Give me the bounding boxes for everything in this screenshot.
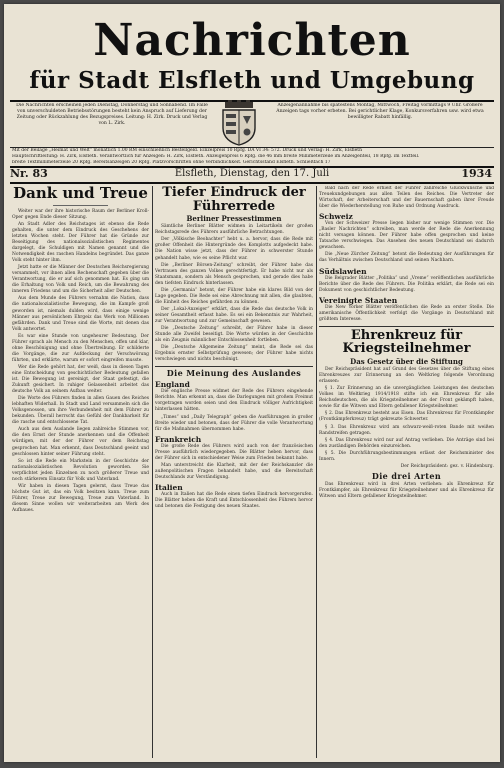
article-paragraph: Sämtliche Berliner Blätter widmen in Leitartikeln der großen Reichstagsrede des Führers ausführliche Betrachtungen. bbox=[155, 224, 313, 236]
country-heading-frankreich: Frankreich bbox=[155, 434, 202, 444]
article-paragraph: Auch aus dem Auslande liegen zahlreiche Stimmen vor, die den Ernst der Stunde anerkennen und die Offenheit würdigen, mit der der Führer vor dem Reichstag gesprochen hat. Man erkennt, dass Deutschland geeint und geschlossen hinter seiner Führung steht. bbox=[12, 427, 149, 457]
article-paragraph: Die große Rede des Führers wird auch von der französischen Presse ausführlich wiedergegeben. Die Blätter heben hervor, dass der Führer sich in entschiedener Weise zum Frieden bekannt habe. bbox=[155, 443, 313, 461]
article-paragraph: Jetzt hatte er die Männer der Deutschen Reichsregierung versammelt, vor ihnen allen Rechenschaft gegeben über die Verantwortung, die er auf sich genommen hat. Es ging um die Erhaltung von Volk und Reich, um die Bewahrung des inneren Friedens und um die Sicherheit aller Deutschen. bbox=[12, 265, 149, 295]
article-paragraph: § 1. Zur Erinnerung an die unvergänglichen Leistungen des deutschen Volkes im Weltkrieg 1914/1918 stifte ich ein Ehrenkreuz für alle Reichsdeutschen, die als Kriegsteilnehmer an der Front gekämpft haben, sowie für die Witwen und Eltern gefallener Kriegsteilnehmer. bbox=[319, 386, 494, 410]
country-heading-suedslawien: Südslawien bbox=[319, 266, 367, 276]
newspaper-page bbox=[4, 4, 500, 762]
country-heading-schweiz: Schweiz bbox=[319, 212, 353, 222]
subscription-info-line2: Hauptschriftleitung: H. Zirk, Elsfleth. Verantwortlich für Anzeigen: H. Zirk, Elsfleth. Anzeigenpreis 6 Rpfg. die 46 mm breite Millimeterzeile im Anzeigenteil, 18 Rpfg. im Textteil. bbox=[12, 154, 420, 159]
article-paragraph: Die „Berliner Börsen-Zeitung“ schreibt, der Führer habe das Vertrauen des ganzen Volkes gerechtfertigt. Er habe nicht nur als Staatsmann, sondern als Mensch gesprochen, und gerade dies habe den tiefsten Eindruck hinterlassen. bbox=[155, 262, 313, 286]
headline-rule bbox=[53, 205, 108, 206]
issue-year: 1934 bbox=[461, 167, 492, 180]
article-paragraph: Es war eine Stunde von ungeheurer Bedeutung. Der Führer sprach als Mensch zu den Menschen, offen und klar, ohne Beschönigung und ohne Übertreibung. Er schilderte die Vorgänge, die zur Aufdeckung der Verschwörung führten, und erklärte, warum er sofort eingreifen musste. bbox=[12, 333, 149, 363]
publication-info: Die Nachrichten erscheinen jeden Dienstag, Donnerstag und Sonnabend. Im Falle von unverschuldeten Betriebsstörungen besteht kein Anspruch auf Lieferung der Zeitung oder Rückzahlung des Bezugspreises. Leitung: H. Zirk. Druck und Verlag von L. Zirk. bbox=[16, 103, 208, 126]
country-heading-england: England bbox=[155, 380, 190, 390]
column-divider-2 bbox=[316, 186, 317, 758]
dateline-rule-bottom bbox=[10, 182, 494, 184]
column-1 bbox=[12, 186, 149, 760]
article-paragraph: Die „Neue Zürcher Zeitung“ betont die Bedeutung der Ausführungen für das Verhältnis zwischen Deutschland und seinen Nachbarn. bbox=[319, 252, 494, 264]
section-rule bbox=[319, 326, 494, 327]
article-headline: Tiefer Eindruck der Führerrede bbox=[162, 186, 306, 214]
article-paragraph: So ist die Rede ein Markstein in der Geschichte der nationalsozialistischen Revolution geworden. Sie verpflichtet jeden Einzelnen zu noch größerer Treue und noch stärkerem Einsatz für Volk und Vaterland. bbox=[12, 458, 149, 482]
section-heading: Die drei Arten bbox=[371, 470, 442, 481]
section-rule bbox=[155, 366, 313, 367]
article-paragraph: Die „Deutsche Allgemeine Zeitung“ meint, die Rede sei das Ergebnis ernster Selbstprüfung gewesen; der Führer habe nichts verschwiegen und nichts beschönigt. bbox=[155, 345, 313, 363]
issue-number: Nr. 83 bbox=[10, 167, 48, 180]
article-paragraph: Man unterstreicht die Klarheit, mit der der Reichskanzler die außenpolitischen Fragen behandelt habe, und die Bereitschaft Deutschlands zur Verständigung. bbox=[155, 462, 313, 480]
article-paragraph: Weiter war der ihre historische Raum der Berliner Kroll-Oper gegen Ende dieser Sitzung. bbox=[12, 208, 149, 220]
article-paragraph: Der Reichspräsident hat auf Grund des Gesetzes über die Stiftung eines Ehrenkreuzes zur Erinnerung an den Weltkrieg folgende Verordnung erlassen: bbox=[319, 367, 494, 385]
column-3 bbox=[319, 186, 494, 760]
article-headline: Ehrenkreuz für Kriegsteilnehmer bbox=[342, 327, 471, 357]
column-divider-1 bbox=[152, 186, 153, 758]
coat-of-arms-icon bbox=[217, 100, 261, 146]
article-paragraph: Auch in Italien hat die Rede einen tiefen Eindruck hervorgerufen. Die Blätter heben die Kraft und Entschlossenheit des Führers hervor und betonen die Festigung des neuen Staates. bbox=[155, 491, 313, 510]
article-paragraph: Der „Lokal-Anzeiger“ erklärt, dass die Rede das deutsche Volk in seiner Gesamtheit erfasst habe. Es sei ein Bekenntnis zur Wahrheit, zur Verantwortung und zur Gemeinschaft gewesen. bbox=[155, 306, 313, 324]
article-paragraph: § 3. Das Ehrenkreuz wird am schwarz-weiß-roten Bande mit weißen Randstreifen getragen. bbox=[319, 424, 494, 436]
article-subheadline: Das Gesetz über die Stiftung bbox=[350, 357, 463, 367]
section-heading: Die Meinung des Auslandes bbox=[166, 368, 302, 379]
article-paragraph: Wer die Rede gehört hat, der weiß, dass in diesen Tagen eine Entscheidung von geschichtlicher Bedeutung gefallen ist. Die Bewegung ist gereinigt, der Staat gefestigt, die Zukunft gesichert. In ruhiger Gelassenheit arbeitet das deutsche Volk an seinem Aufbau weiter. bbox=[12, 364, 149, 395]
article-subheadline: Berliner Pressestimmen bbox=[186, 214, 282, 224]
subscription-info-line1: Mit der Beilage „Heimat und Welt“ monatlich 1.00 RM einschließlich Bestellgeld. Einzelpreis 10 Rpfg. DA VI 34: 572. Druck und Verlag: H. Zirk, Elsfleth bbox=[12, 148, 363, 153]
article-paragraph: Der „Völkische Beobachter“ hebt u. a. hervor, dass die Rede mit großer Offenheit die Hintergründe des Komplotts aufgedeckt habe. Die Nation wisse jetzt, dass der Führer in schwerster Stunde gehandelt habe, wie es seine Pflicht war. bbox=[155, 237, 313, 261]
article-paragraph: Die Belgrader Blätter „Politika“ und „Vreme“ veröffentlichen ausführliche Berichte über die Rede des Führers. Die Politika erklärt, die Rede sei ein Dokument von geschichtlicher Bedeutung. bbox=[319, 275, 494, 293]
article-paragraph: Aus dem Munde des Führers vernahm die Nation, dass die nationalsozialistische Bewegung, die im Kampfe groß geworden ist, niemals dulden wird, dass einige wenige Männer aus persönlichem Ehrgeiz das Werk von Millionen gefährden. Dank und Treue sind die Worte, mit denen das Volk antwortet. bbox=[12, 296, 149, 332]
subscription-info-line3: breite Textmillimeterzeile 20 Rpfg. Bereitsanzeigen 20 Rpfg. Platzvorschriften ohne Verbindlichkeit. Gerichtsstand Elsfleth. Schließfach 17 bbox=[12, 160, 331, 165]
article-paragraph: Bald nach der Rede erhielt der Führer zahlreiche Glückwünsche und Treuekundgebungen aus allen Teilen des Reiches. Die Vertreter der Wirtschaft, der Arbeiterschaft und der Bauernschaft gaben ihrer Freude über die Wiederherstellung von Ruhe und Ordnung Ausdruck. bbox=[319, 186, 494, 210]
dateline bbox=[10, 167, 494, 181]
country-heading-usa: Vereinigte Staaten bbox=[319, 295, 398, 305]
article-paragraph: Die „Germania“ betont, der Führer habe ein klares Bild von der Lage gegeben. Die Rede sei eine Abrechnung mit allen, die glaubten, die Einheit des Reiches gefährden zu können. bbox=[155, 287, 313, 305]
article-paragraph: „Times“ und „Daily Telegraph“ geben die Ausführungen in großer Breite wieder und betonen, dass der Führer die volle Verantwortung für die Maßnahmen übernommen habe. bbox=[155, 414, 313, 432]
article-paragraph: Das Ehrenkreuz wird in drei Arten verliehen: als Ehrenkreuz für Frontkämpfer, als Ehrenkreuz für Kriegsteilnehmer und als Ehrenkreuz für Witwen und Eltern gefallener Kriegsteilnehmer. bbox=[319, 481, 494, 499]
article-paragraph: Die englische Presse widmet der Rede des Führers eingehende Berichte. Man erkennt an, dass die Darlegungen mit großem Freimut vorgetragen worden seien und den Eindruck völliger Aufrichtigkeit hinterlassen hätten. bbox=[155, 389, 313, 413]
signature: Der Reichspräsident: gez. v. Hindenburg. bbox=[400, 463, 494, 469]
article-paragraph: Von der Schweizer Presse liegen bisher nur wenige Stimmen vor. Die „Basler Nachrichten“ schreiben, man werde der Rede die Anerkennung nicht versagen können. Der Führer habe offen gesprochen und keine Tatsache verschwiegen. Das Ansehen des neuen Deutschland sei dadurch gewachsen. bbox=[319, 221, 494, 251]
column-2 bbox=[155, 186, 313, 760]
article-paragraph: Die New Yorker Blätter veröffentlichen die Rede an erster Stelle. Die amerikanische Öffentlichkeit verfolgt die Vorgänge in Deutschland mit größtem Interesse. bbox=[319, 304, 494, 322]
article-paragraph: An Stadt Adler des Reichstages ist ebenso die Rede gehalten, die unter dem Eindruck des Geschehens der letzten Wochen steht. Der Führer hat die Gründe zur Beseitigung des nationalsozialistischen Regimentes dargelegt, die Schuldigen mit Namen genannt und die Notwendigkeit des raschen Handelns begründet. Das ganze Volk steht hinter ihm. bbox=[12, 221, 149, 264]
issue-date: Elsfleth, Dienstag, den 17. Juli bbox=[174, 168, 330, 179]
article-paragraph: § 5. Die Durchführungsbestimmungen erlässt der Reichsminister des Innern. bbox=[319, 450, 494, 462]
article-headline: Dank und Treue bbox=[13, 186, 148, 202]
article-paragraph: Wir haben in diesen Tagen gelernt, dass Treue das höchste Gut ist, das ein Volk besitzen kann. Treue zum Führer, Treue zur Bewegung, Treue zum Vaterland. In diesem Sinne wollen wir weiterarbeiten am Werk des Aufbaues. bbox=[12, 483, 149, 513]
masthead-subtitle: für Stadt Elsfleth und Umgebung bbox=[29, 67, 475, 94]
article-paragraph: § 2. Das Ehrenkreuz besteht aus Eisen. Das Ehrenkreuz für Frontkämpfer (Frontkämpferkreuz) trägt gekreuzte Schwerter. bbox=[319, 411, 494, 423]
masthead-title: Nachrichten bbox=[93, 15, 411, 66]
advertising-info: Anzeigenannahme bis spätestens Montag, Mittwoch, Freitag vormittags 9 Uhr. Größere Anzeigen tags vorher erbeten. Bei gerichtlicher Klage, Konkursverfahren usw. wird etwa bewilligter Rabatt hinfällig. bbox=[276, 103, 484, 120]
article-paragraph: Die „Deutsche Zeitung“ schreibt, der Führer habe in dieser Stunde alle Zweifel beseitigt. Die Worte würden in der Geschichte als ein Zeugnis männlicher Entschlossenheit fortleben. bbox=[155, 326, 313, 344]
article-paragraph: § 4. Das Ehrenkreuz wird nur auf Antrag verliehen. Die Anträge sind bei den zuständigen Behörden einzureichen. bbox=[319, 437, 494, 449]
country-heading-italien: Italien bbox=[155, 482, 183, 492]
article-paragraph: Die Worte des Führers finden in allen Gauen des Reiches lebhaften Widerhall. In Stadt und Land versammeln sich die Volksgenossen, um ihre Verbundenheit mit dem Führer zu bekunden. Überall herrscht das Gefühl der Dankbarkeit für die rasche und entschlossene Tat. bbox=[12, 396, 149, 426]
